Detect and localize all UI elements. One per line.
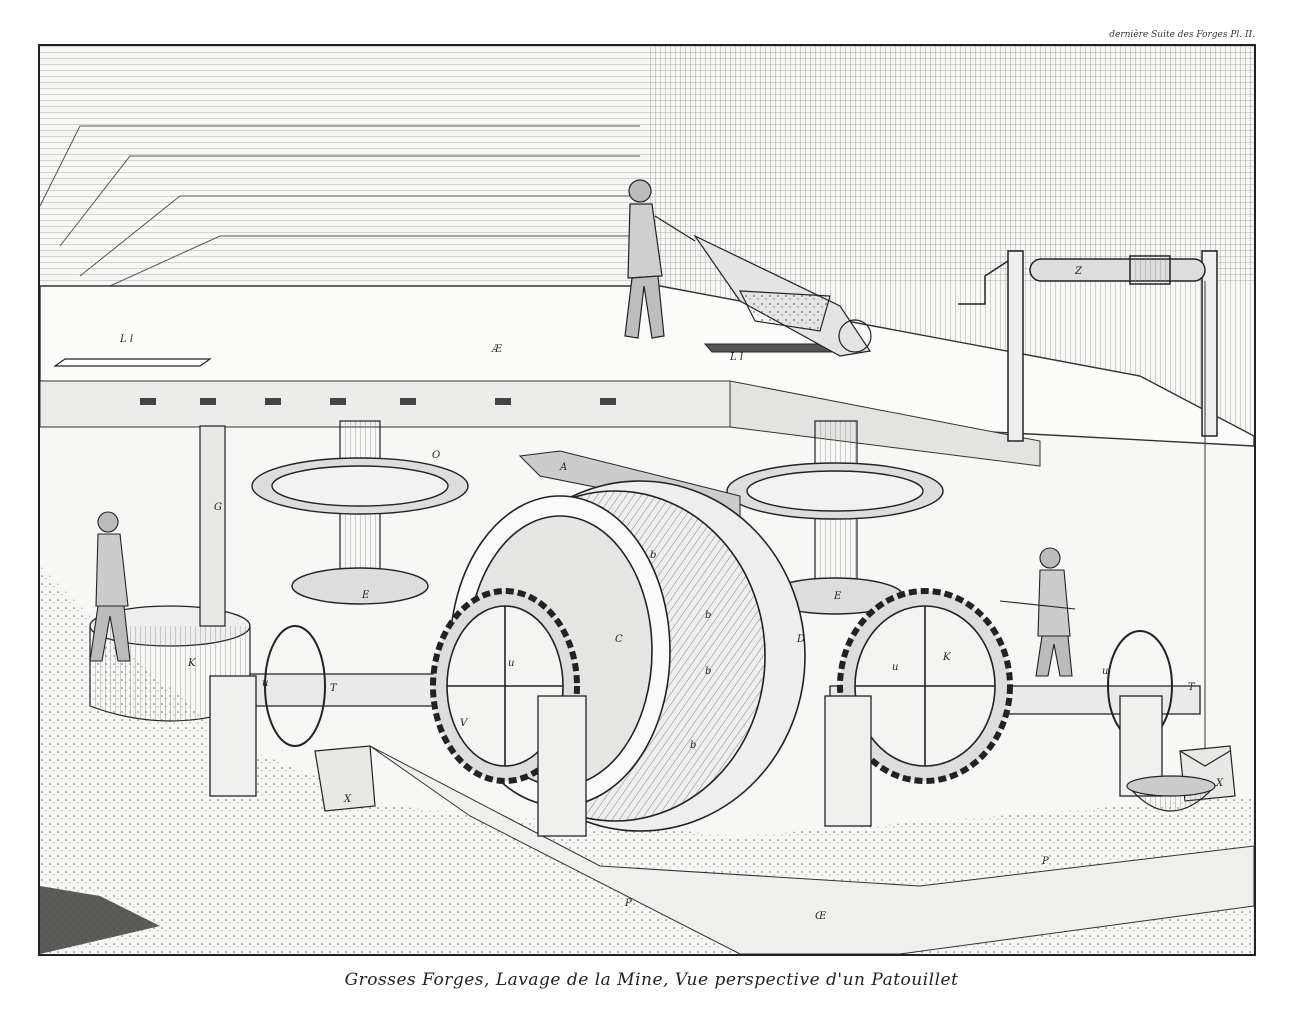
trapdoor-left <box>55 359 210 366</box>
label-ae: Æ <box>492 344 503 355</box>
label-u4: u <box>1102 666 1109 677</box>
label-b1: b <box>650 550 657 561</box>
label-P1: P <box>625 898 632 909</box>
label-b4: b <box>690 740 697 751</box>
label-X-right: X <box>1216 778 1224 789</box>
label-L1-left: L l <box>120 334 134 345</box>
label-K-right: K <box>943 652 951 663</box>
label-E-right: E <box>834 591 842 602</box>
label-L1-right: L l <box>730 352 744 363</box>
label-X-left: X <box>344 794 352 805</box>
label-u1: u <box>262 678 269 689</box>
label-oe: Œ <box>815 911 827 922</box>
label-T-left: T <box>330 683 337 694</box>
patouillet-engraving <box>40 46 1254 954</box>
label-K-left: K <box>188 658 196 669</box>
trapdoor-right <box>705 344 838 352</box>
label-b3: b <box>705 666 712 677</box>
label-T-right: T <box>1188 682 1195 693</box>
label-E-left: E <box>362 590 370 601</box>
engraving-frame <box>38 44 1256 956</box>
label-O: O <box>432 450 441 461</box>
plate-reference: dernière Suite des Forges Pl. II. <box>1109 30 1255 40</box>
label-Z: Z <box>1075 266 1082 277</box>
label-V: V <box>460 718 468 729</box>
label-A: A <box>560 462 568 473</box>
label-D: D <box>797 634 806 645</box>
plate-caption: Grosses Forges, Lavage de la Mine, Vue perspective d'un Patouillet <box>344 970 959 990</box>
worker-right <box>1000 548 1075 676</box>
label-P2: P <box>1042 856 1049 867</box>
label-G: G <box>214 502 222 513</box>
label-b2: b <box>705 610 712 621</box>
label-C: C <box>615 634 623 645</box>
label-u3: u <box>892 662 899 673</box>
label-u2: u <box>508 658 515 669</box>
